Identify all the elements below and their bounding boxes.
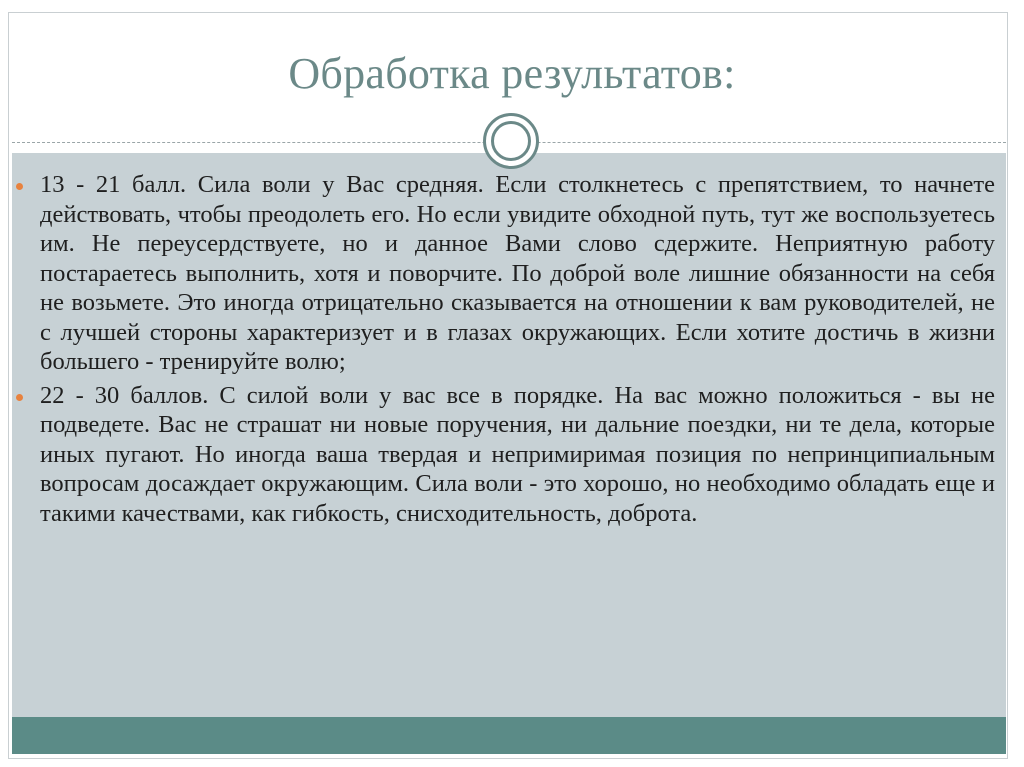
round-bullet-icon <box>16 394 23 401</box>
footer-band <box>12 717 1006 754</box>
list-item <box>16 170 1006 377</box>
bullet-list <box>16 170 1006 532</box>
inner-circle-icon <box>491 121 531 161</box>
list-item <box>16 381 1006 529</box>
slide-title: Обработка результатов: <box>288 49 736 98</box>
bullet-text: 13 - 21 балл. Сила воли у Вас средняя. Если столкнетесь с препятствием, то начнете действовать, чтобы преодолеть его. Но если увидите обходной путь, тут же воспользуетесь им. Не переусердствуете, но и данное Вами слово сдержите. Неприятную работу постараетесь выполнить, хотя и поворчите. По доброй воле лишние обязанности на себя не возьмете. Это иногда отрицательно сказывается на отношении к вам руководителей, не с лучшей стороны характеризует и в глазах окружающих. Если хотите достичь в жизни большего - тренируйте волю; <box>40 171 995 375</box>
double-circle-ornament-icon <box>483 113 539 169</box>
bullet-text: 22 - 30 баллов. С силой воли у вас все в порядке. На вас можно положиться - вы не подведете. Вас не страшат ни новые поручения, ни дальние поездки, ни те дела, которые иных пугают. Но иногда ваша твердая и непримиримая позиция по непринципиальным вопросам досаждает окружающим. Сила воли - это хорошо, но необходимо обладать еще и такими качествами, как гибкость, снисходительность, доброта. <box>40 381 995 527</box>
round-bullet-icon <box>16 183 23 190</box>
